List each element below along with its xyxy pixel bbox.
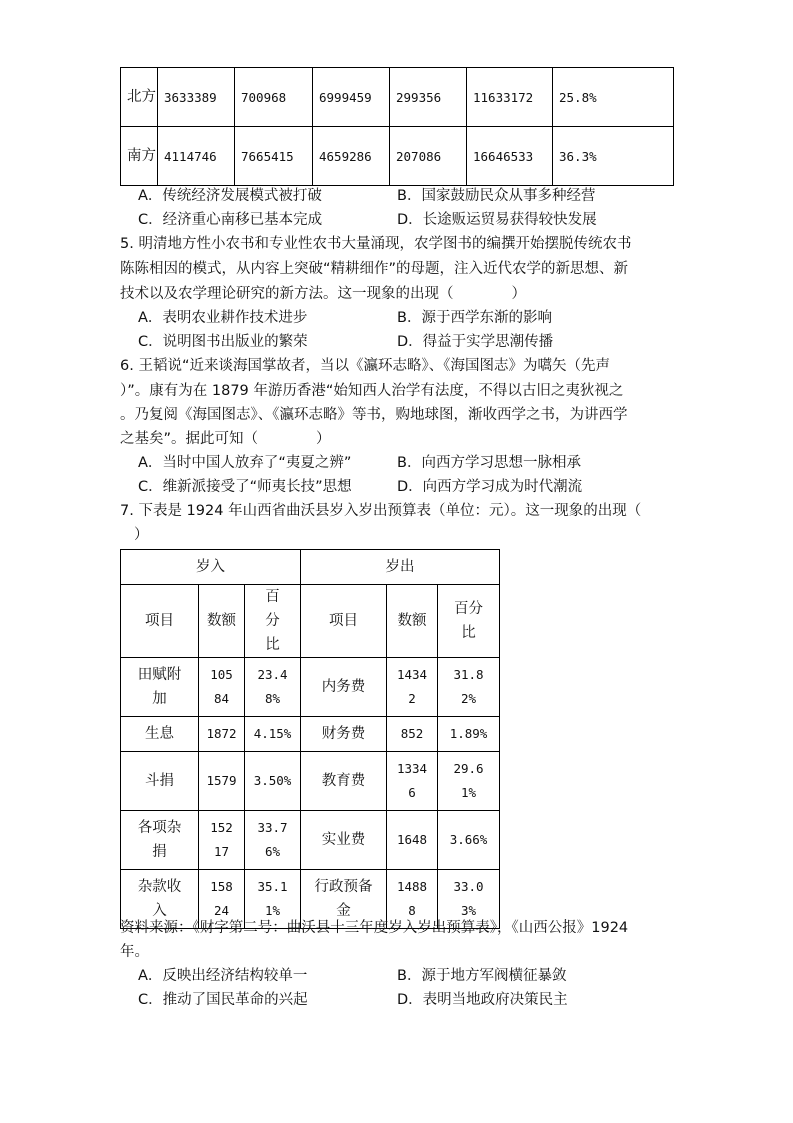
q6-stem-line: 6. 王韬说“近来谈海国掌故者，当以《瀛环志略》、《海国图志》为嚆矢（先声 [120,358,610,374]
column-header: 数额 [199,585,245,658]
table-row [121,717,500,752]
q6-option-b[interactable]: B．向西方学习思想一脉相承 [397,455,581,471]
table-cell: 14888 [387,870,438,929]
q5-option-d[interactable]: D．得益于实学思潮传播 [397,334,554,350]
q4-option-c[interactable]: C．经济重心南移已基本完成 [138,212,323,228]
table-header-row [121,585,500,658]
table-cell: 4114746 [158,127,235,186]
q4-option-b[interactable]: B．国家鼓励民众从事多种经营 [397,188,596,204]
table-cell: 35.11% [245,870,301,929]
q6-option-a[interactable]: A．当时中国人放弃了“夷夏之辨” [138,455,352,471]
budget-table [120,549,500,929]
table-cell: 斗捐 [121,752,199,811]
table-row [121,127,674,186]
table-cell: 29.61% [438,752,500,811]
table-cell: 852 [387,717,438,752]
table-cell: 实业费 [301,811,387,870]
table-cell: 7665415 [235,127,313,186]
table-cell: 14342 [387,658,438,717]
q7-stem-line: 7. 下表是 1924 年山西省曲沃县岁入岁出预算表（单位：元）。这一现象的出现（ [120,503,642,519]
table-cell: 16646533 [467,127,553,186]
table-cell: 3.50% [245,752,301,811]
table-cell: 15217 [199,811,245,870]
q5-option-a[interactable]: A．表明农业耕作技术进步 [138,310,308,326]
table-cell: 4659286 [313,127,390,186]
table-cell: 31.82% [438,658,500,717]
table-row [121,68,674,127]
table-cell: 1.89% [438,717,500,752]
q4-option-d[interactable]: D．长途贩运贸易获得较快发展 [397,212,597,228]
income-group-header: 岁入 [121,550,301,585]
q7-option-c[interactable]: C．推动了国民革命的兴起 [138,992,308,1008]
table-cell: 36.3% [553,127,674,186]
source-note-line: 年。 [120,944,149,960]
table-cell: 4.15% [245,717,301,752]
table-cell: 行政预备金 [301,870,387,929]
table-cell: 10584 [199,658,245,717]
column-header: 百分比 [245,585,301,658]
table-row [121,752,500,811]
table-cell: 6999459 [313,68,390,127]
table-cell: 3.66% [438,811,500,870]
region-cell: 北方 [121,68,158,127]
table-cell: 1648 [387,811,438,870]
q5-stem-line: 5. 明清地方性小农书和专业性农书大量涌现，农学图书的编撰开始摆脱传统农书 [120,236,632,252]
table-cell: 教育费 [301,752,387,811]
table-cell: 207086 [390,127,467,186]
q5-option-c[interactable]: C．说明图书出版业的繁荣 [138,334,308,350]
q7-option-d[interactable]: D．表明当地政府决策民主 [397,992,568,1008]
q5-stem-line: 陈陈相因的模式，从内容上突破“精耕细作”的母题，注入近代农学的新思想、新 [120,261,629,277]
source-note-line: 资料来源：《财字第二号：曲沃县十三年度岁入岁出预算表》，《山西公报》1924 [120,920,629,936]
table-cell: 33.03% [438,870,500,929]
column-header: 项目 [121,585,199,658]
column-header: 百分比 [438,585,500,658]
regional-data-table [120,67,674,186]
table-cell: 内务费 [301,658,387,717]
table-cell: 700968 [235,68,313,127]
table-cell: 299356 [390,68,467,127]
region-cell: 南方 [121,127,158,186]
table-cell: 13346 [387,752,438,811]
table-cell: 各项杂捐 [121,811,199,870]
table-row [121,658,500,717]
q7-stem-line: ） [134,527,149,543]
table-cell: 11633172 [467,68,553,127]
column-header: 数额 [387,585,438,658]
table-cell: 1872 [199,717,245,752]
table-cell: 25.8% [553,68,674,127]
q6-option-c[interactable]: C．维新派接受了“师夷长技”思想 [138,479,352,495]
q6-stem-line: 之基矣”。据此可知（ ） [120,431,331,447]
q6-stem-line: 。乃复阅《海国图志》、《瀛环志略》等书，购地球图，渐收西学之书，为讲西学 [120,407,628,423]
expense-group-header: 岁出 [301,550,500,585]
column-header: 项目 [301,585,387,658]
table-row [121,811,500,870]
table-cell: 3633389 [158,68,235,127]
q7-option-a[interactable]: A．反映出经济结构较单一 [138,968,308,984]
q6-stem-line: ）”。康有为在 1879 年游历香港“始知西人治学有法度，不得以古旧之夷狄视之 [120,383,624,399]
q6-option-d[interactable]: D．向西方学习成为时代潮流 [397,479,583,495]
q4-option-a[interactable]: A．传统经济发展模式被打破 [138,188,322,204]
q5-option-b[interactable]: B．源于西学东渐的影响 [397,310,552,326]
table-cell: 1579 [199,752,245,811]
table-cell: 杂款收入 [121,870,199,929]
table-cell: 23.48% [245,658,301,717]
table-cell: 财务费 [301,717,387,752]
table-header-row [121,550,500,585]
table-cell: 33.76% [245,811,301,870]
q5-stem-line: 技术以及农学理论研究的新方法。这一现象的出现（ ） [120,286,526,302]
table-cell: 田赋附加 [121,658,199,717]
table-cell: 15824 [199,870,245,929]
table-cell: 生息 [121,717,199,752]
q7-option-b[interactable]: B．源于地方军阀横征暴敛 [397,968,567,984]
